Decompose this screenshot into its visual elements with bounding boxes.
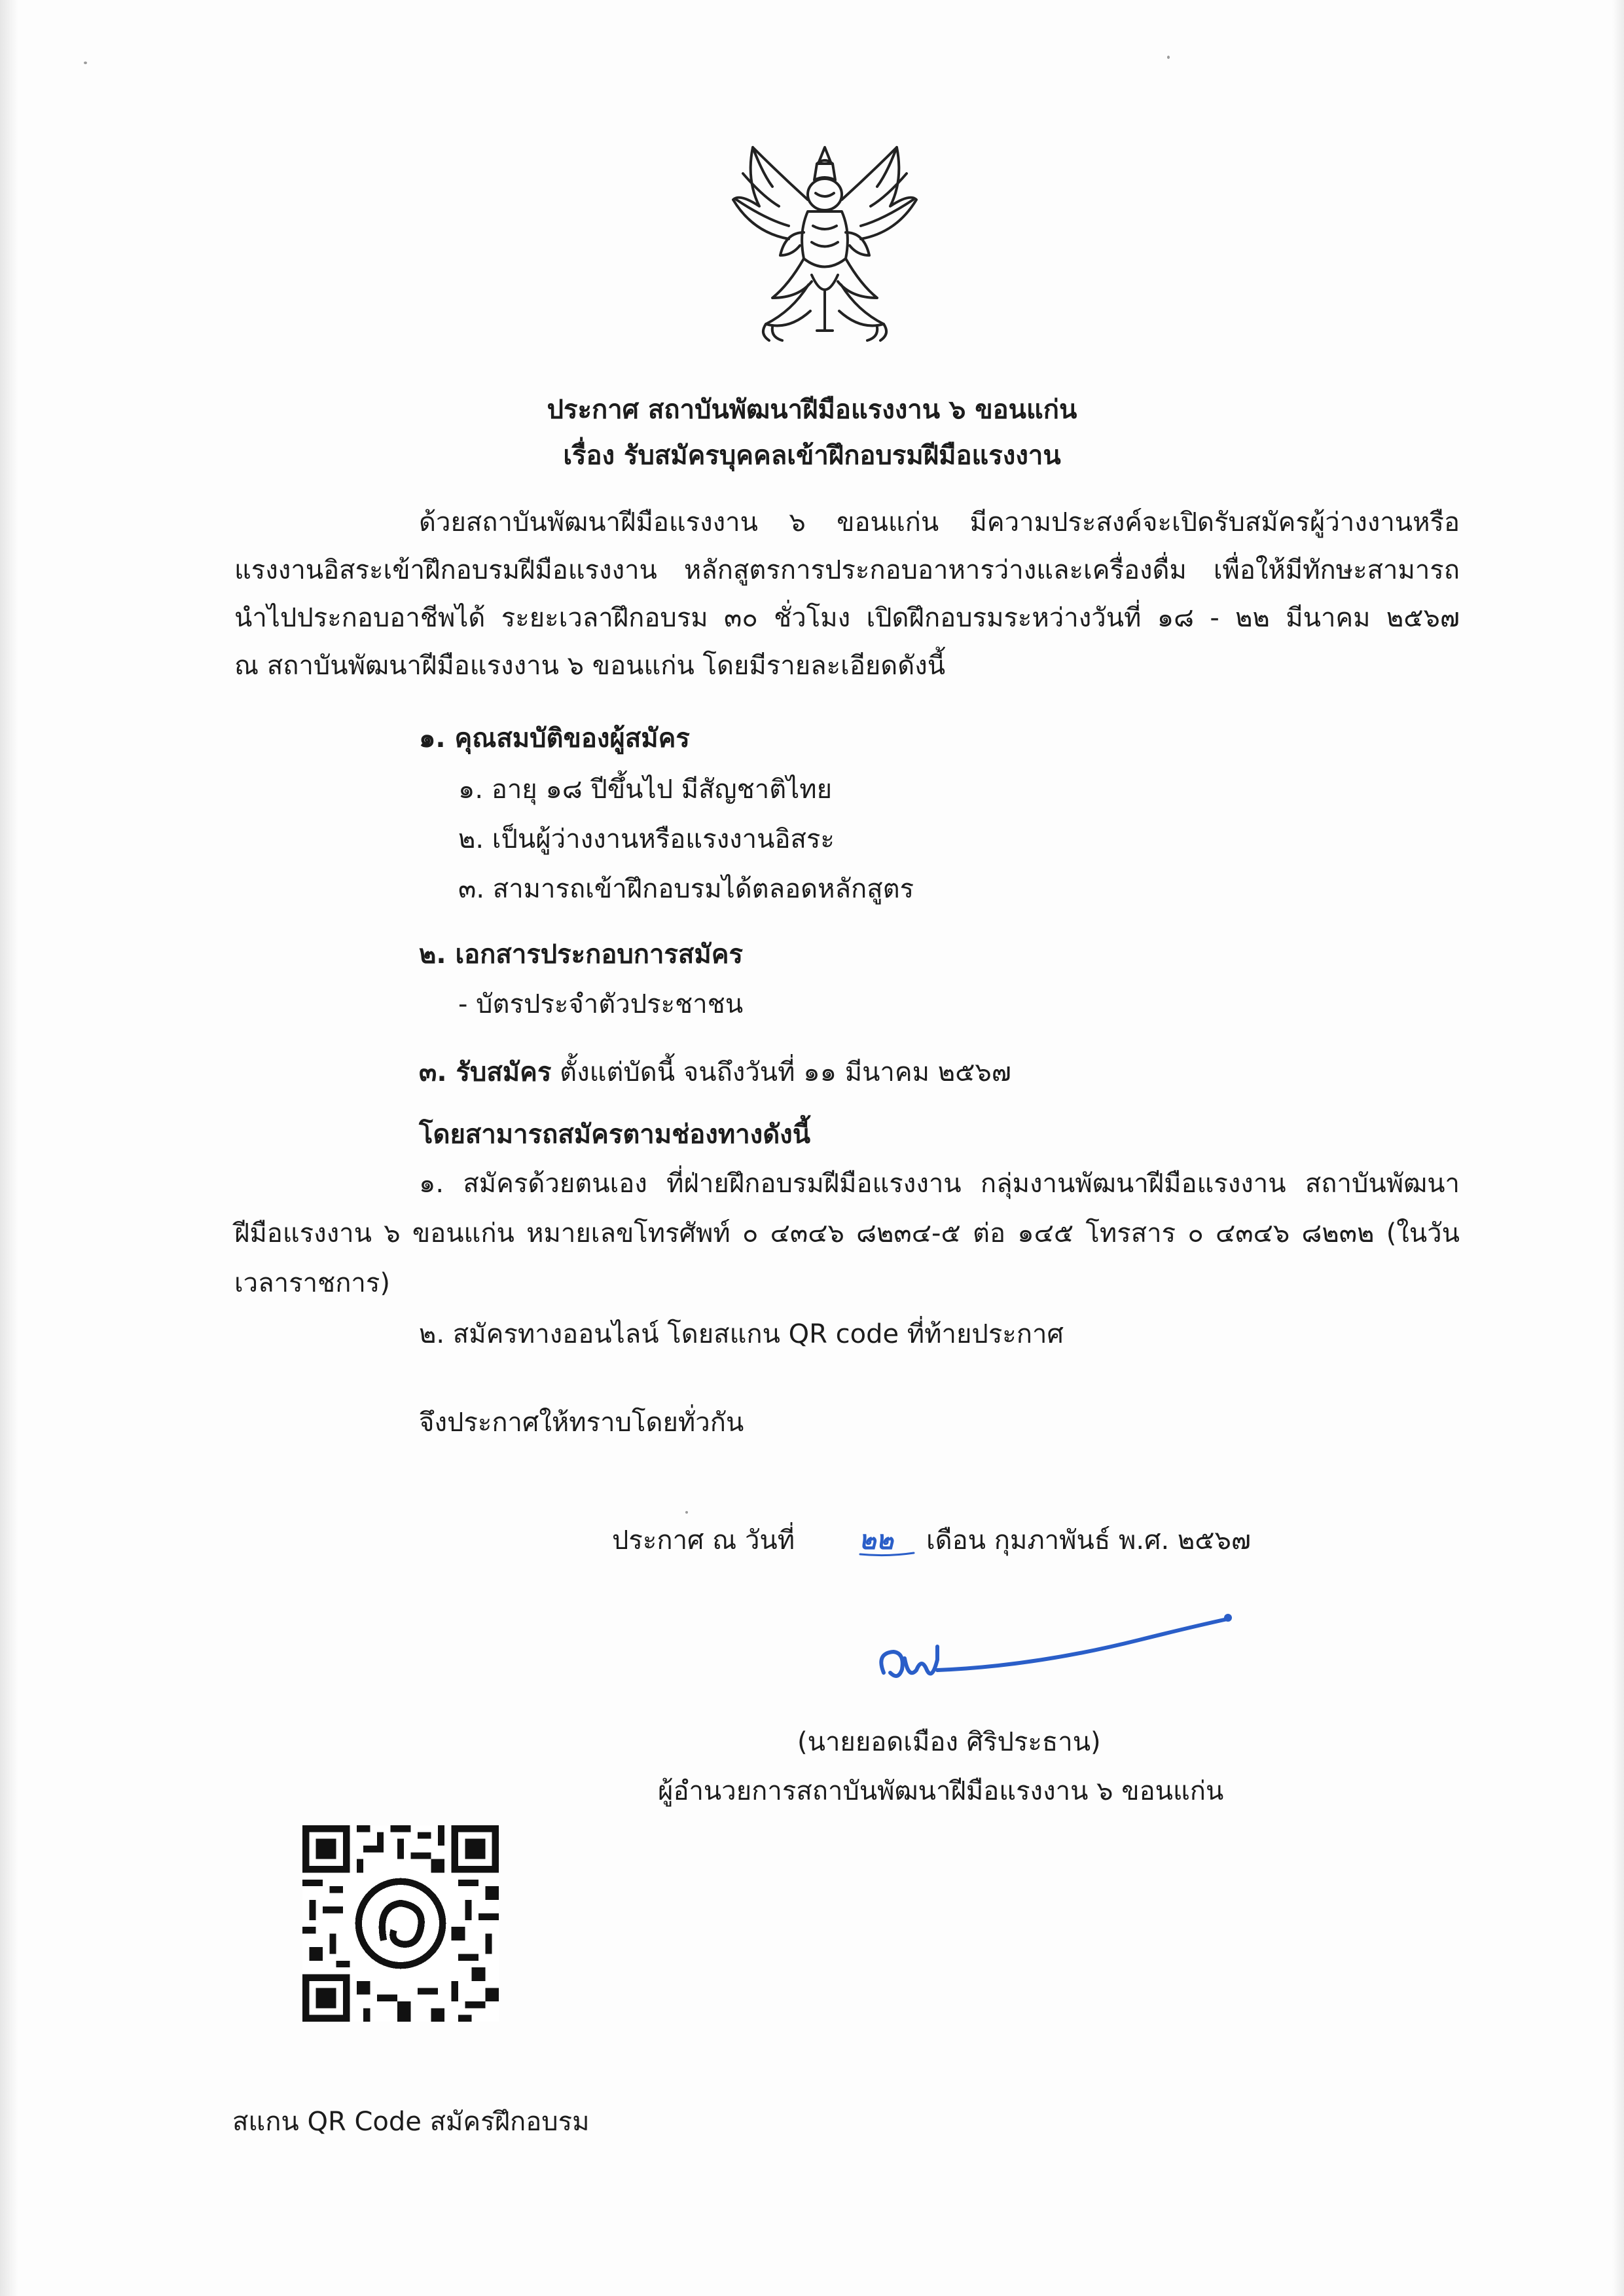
channel-1-line-1: ๑. สมัครด้วยตนเอง ที่ฝ่ายฝึกอบรมฝีมือแรงงาน กลุ่มงานพัฒนาฝีมือแรงงาน สถาบันพัฒนา	[419, 1169, 1460, 1199]
intro-line-1: ด้วยสถาบันพัฒนาฝีมือแรงงาน ๖ ขอนแก่น มีความประสงค์จะเปิดรับสมัครผู้ว่างงานหรือ	[419, 507, 1460, 538]
scan-edge-right	[1612, 0, 1624, 2296]
qr-caption: สแกน QR Code สมัครฝึกอบรม	[232, 2107, 590, 2137]
date-day-handwritten: ๒๒	[859, 1525, 893, 1556]
title-line-1: ประกาศ สถาบันพัฒนาฝีมือแรงงาน ๖ ขอนแก่น	[547, 395, 1077, 425]
intro-line-4: ณ สถาบันพัฒนาฝีมือแรงงาน ๖ ขอนแก่น โดยมีรายละเอียดดังนี้	[234, 651, 946, 681]
closing-text: จึงประกาศให้ทราบโดยทั่วกัน	[419, 1408, 744, 1438]
section-3	[419, 1054, 1011, 1091]
date-suffix: เดือน กุมภาพันธ์ พ.ศ. ๒๕๖๗	[926, 1525, 1251, 1556]
section-1-item: ๑. อายุ ๑๘ ปีขึ้นไป มีสัญชาติไทย	[458, 774, 833, 805]
section-1-item: ๓. สามารถเข้าฝึกอบรมได้ตลอดหลักสูตร	[458, 874, 914, 904]
signatory-name: (นายยอดเมือง ศิริประธาน)	[797, 1727, 1101, 1757]
intro-line-2: แรงงานอิสระเข้าฝึกอบรมฝีมือแรงงาน หลักสูตรการประกอบอาหารว่างและเครื่องดื่ม เพื่อให้มีทักษะสามารถ	[234, 555, 1460, 585]
intro-line-3: นำไปประกอบอาชีพได้ ระยะเวลาฝึกอบรม ๓๐ ชั่วโมง เปิดฝึกอบรมระหว่างวันที่ ๑๘ - ๒๒ มีนาคม ๒๕๖๗	[234, 603, 1460, 633]
channels-heading: โดยสามารถสมัครตามช่องทางดังนี้	[419, 1120, 811, 1150]
section-1-item: ๒. เป็นผู้ว่างงานหรือแรงงานอิสระ	[458, 824, 835, 854]
title-line-2: เรื่อง รับสมัครบุคคลเข้าฝึกอบรมฝีมือแรงงาน	[563, 441, 1061, 471]
date-underline-mark	[857, 1520, 916, 1559]
scan-speck	[84, 62, 87, 64]
scan-speck	[1167, 56, 1170, 59]
section-3-text: ตั้งแต่บัดนี้ จนถึงวันที่ ๑๑ มีนาคม ๒๕๖๗	[551, 1057, 1011, 1087]
garuda-emblem-icon	[727, 134, 923, 350]
section-2-item: - บัตรประจำตัวประชาชน	[458, 989, 744, 1019]
date-prefix: ประกาศ ณ วันที่	[612, 1525, 795, 1556]
section-3-heading: ๓. รับสมัคร	[419, 1057, 552, 1087]
scan-edge-left	[0, 0, 18, 2296]
channel-1-line-3: เวลาราชการ)	[234, 1268, 390, 1298]
signatory-position: ผู้อำนวยการสถาบันพัฒนาฝีมือแรงงาน ๖ ขอนแก่น	[658, 1776, 1224, 1806]
signature-mark	[864, 1607, 1244, 1699]
qr-code-icon	[302, 1825, 499, 2022]
channel-2: ๒. สมัครทางออนไลน์ โดยสแกน QR code ที่ท้ายประกาศ	[419, 1319, 1064, 1349]
scan-speck	[685, 1511, 688, 1514]
channel-1-line-2: ฝีมือแรงงาน ๖ ขอนแก่น หมายเลขโทรศัพท์ ๐ ๔๓๔๖ ๘๒๓๔-๕ ต่อ ๑๔๕ โทรสาร ๐ ๔๓๔๖ ๘๒๓๒ (ในวัน	[234, 1218, 1460, 1248]
section-1-heading: ๑. คุณสมบัติของผู้สมัคร	[419, 723, 690, 754]
section-2-heading: ๒. เอกสารประกอบการสมัคร	[419, 939, 743, 970]
